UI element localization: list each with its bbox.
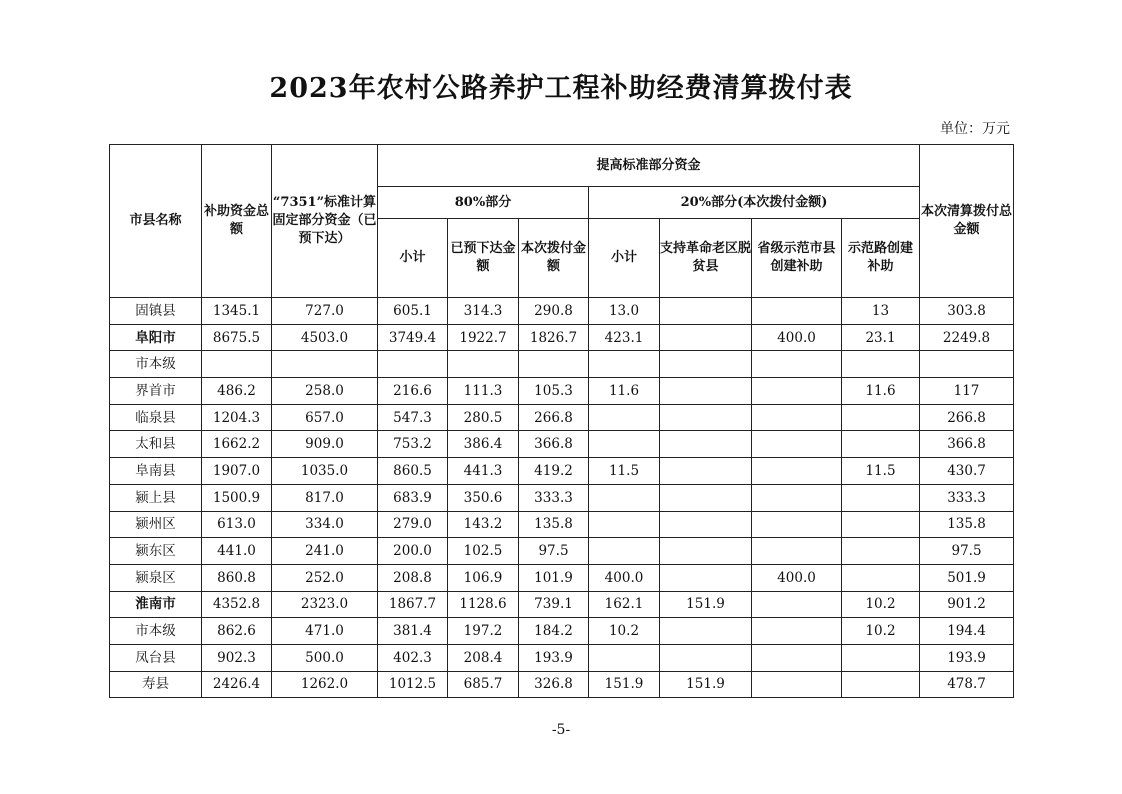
value-cell: 23.1: [842, 324, 920, 351]
value-cell: [920, 351, 1014, 378]
value-cell: 117: [920, 378, 1014, 405]
value-cell: [589, 644, 660, 671]
row-name-cell: 阜南县: [110, 458, 202, 485]
table-row: [110, 458, 1014, 485]
value-cell: 478.7: [920, 671, 1014, 698]
value-cell: [448, 351, 519, 378]
value-cell: 10.2: [842, 591, 920, 618]
value-cell: 184.2: [519, 618, 589, 645]
value-cell: 279.0: [378, 511, 448, 538]
value-cell: 685.7: [448, 671, 519, 698]
value-cell: 1922.7: [448, 324, 519, 351]
value-cell: 151.9: [589, 671, 660, 698]
value-cell: [589, 538, 660, 565]
value-cell: 135.8: [920, 511, 1014, 538]
value-cell: 862.6: [202, 618, 272, 645]
value-cell: [589, 431, 660, 458]
value-cell: 10.2: [842, 618, 920, 645]
value-cell: [519, 351, 589, 378]
unit-label: 单位：万元: [940, 121, 1010, 137]
value-cell: 400.0: [589, 564, 660, 591]
header-city: 市县名称: [110, 145, 202, 298]
table-row: [110, 324, 1014, 351]
table-row: [110, 404, 1014, 431]
value-cell: [842, 538, 920, 565]
value-cell: 266.8: [519, 404, 589, 431]
table-row: [110, 644, 1014, 671]
value-cell: [752, 431, 842, 458]
value-cell: [660, 538, 752, 565]
value-cell: 197.2: [448, 618, 519, 645]
value-cell: 501.9: [920, 564, 1014, 591]
value-cell: [752, 511, 842, 538]
value-cell: 486.2: [202, 378, 272, 405]
value-cell: 111.3: [448, 378, 519, 405]
row-name-cell: 凤台县: [110, 644, 202, 671]
row-name-cell: 颍东区: [110, 538, 202, 565]
value-cell: 902.3: [202, 644, 272, 671]
value-cell: [842, 484, 920, 511]
value-cell: [752, 458, 842, 485]
row-name-cell: 淮南市: [110, 591, 202, 618]
value-cell: 739.1: [519, 591, 589, 618]
value-cell: [752, 298, 842, 325]
value-cell: [842, 404, 920, 431]
value-cell: 860.5: [378, 458, 448, 485]
value-cell: 97.5: [519, 538, 589, 565]
row-name-cell: 颍泉区: [110, 564, 202, 591]
header-raise-standard: 提高标准部分资金: [378, 145, 920, 187]
value-cell: 366.8: [519, 431, 589, 458]
value-cell: 441.0: [202, 538, 272, 565]
value-cell: [589, 484, 660, 511]
value-cell: [752, 671, 842, 698]
header-prepaid: 已预下达金额: [448, 219, 519, 298]
value-cell: 386.4: [448, 431, 519, 458]
value-cell: 106.9: [448, 564, 519, 591]
value-cell: [660, 484, 752, 511]
value-cell: 326.8: [519, 671, 589, 698]
table-row: [110, 378, 1014, 405]
value-cell: 200.0: [378, 538, 448, 565]
value-cell: 11.5: [842, 458, 920, 485]
value-cell: [752, 484, 842, 511]
value-cell: 423.1: [589, 324, 660, 351]
value-cell: 333.3: [519, 484, 589, 511]
value-cell: 135.8: [519, 511, 589, 538]
value-cell: 13.0: [589, 298, 660, 325]
value-cell: 151.9: [660, 671, 752, 698]
value-cell: 280.5: [448, 404, 519, 431]
row-name-cell: 市本级: [110, 351, 202, 378]
value-cell: 162.1: [589, 591, 660, 618]
value-cell: [660, 644, 752, 671]
value-cell: 4503.0: [272, 324, 378, 351]
value-cell: 314.3: [448, 298, 519, 325]
row-name-cell: 颍上县: [110, 484, 202, 511]
table-row: [110, 351, 1014, 378]
value-cell: 441.3: [448, 458, 519, 485]
value-cell: 613.0: [202, 511, 272, 538]
value-cell: 208.8: [378, 564, 448, 591]
value-cell: 683.9: [378, 484, 448, 511]
table-row: [110, 618, 1014, 645]
header-part80: 80%部分: [378, 187, 589, 219]
value-cell: [842, 511, 920, 538]
table-row: [110, 298, 1014, 325]
value-cell: [752, 618, 842, 645]
header-fixed-part: “7351”标准计算固定部分资金（已预下达）: [272, 145, 378, 298]
header-demo-road: 示范路创建补助: [842, 219, 920, 298]
value-cell: [842, 671, 920, 698]
value-cell: [752, 644, 842, 671]
value-cell: 381.4: [378, 618, 448, 645]
row-name-cell: 固镇县: [110, 298, 202, 325]
row-name-cell: 太和县: [110, 431, 202, 458]
value-cell: 11.5: [589, 458, 660, 485]
value-cell: 10.2: [589, 618, 660, 645]
value-cell: 97.5: [920, 538, 1014, 565]
value-cell: 657.0: [272, 404, 378, 431]
value-cell: 1012.5: [378, 671, 448, 698]
value-cell: 4352.8: [202, 591, 272, 618]
value-cell: 1128.6: [448, 591, 519, 618]
value-cell: [660, 564, 752, 591]
value-cell: 258.0: [272, 378, 378, 405]
table-row: [110, 484, 1014, 511]
value-cell: [202, 351, 272, 378]
value-cell: 400.0: [752, 564, 842, 591]
row-name-cell: 寿县: [110, 671, 202, 698]
row-name-cell: 阜阳市: [110, 324, 202, 351]
row-name-cell: 临泉县: [110, 404, 202, 431]
value-cell: 105.3: [519, 378, 589, 405]
header-revolution: 支持革命老区脱贫县: [660, 219, 752, 298]
table-body: [110, 298, 1014, 698]
header-subtotal80: 小计: [378, 219, 448, 298]
value-cell: [842, 431, 920, 458]
value-cell: 208.4: [448, 644, 519, 671]
table-row: [110, 431, 1014, 458]
header-total-subsidy: 补助资金总额: [202, 145, 272, 298]
value-cell: 909.0: [272, 431, 378, 458]
value-cell: 860.8: [202, 564, 272, 591]
value-cell: [660, 618, 752, 645]
value-cell: [660, 404, 752, 431]
value-cell: 13: [842, 298, 920, 325]
value-cell: 1262.0: [272, 671, 378, 698]
value-cell: [660, 324, 752, 351]
row-name-cell: 界首市: [110, 378, 202, 405]
value-cell: 817.0: [272, 484, 378, 511]
value-cell: 471.0: [272, 618, 378, 645]
page-number: -5-: [551, 722, 571, 738]
value-cell: 11.6: [589, 378, 660, 405]
value-cell: 1204.3: [202, 404, 272, 431]
value-cell: 1662.2: [202, 431, 272, 458]
value-cell: [660, 458, 752, 485]
page-title: 2023年农村公路养护工程补助经费清算拨付表: [269, 73, 853, 104]
value-cell: [752, 351, 842, 378]
value-cell: [842, 564, 920, 591]
value-cell: 333.3: [920, 484, 1014, 511]
value-cell: [842, 644, 920, 671]
value-cell: 252.0: [272, 564, 378, 591]
value-cell: 334.0: [272, 511, 378, 538]
value-cell: 193.9: [519, 644, 589, 671]
value-cell: [752, 591, 842, 618]
value-cell: 1867.7: [378, 591, 448, 618]
value-cell: 400.0: [752, 324, 842, 351]
value-cell: 8675.5: [202, 324, 272, 351]
table-row: [110, 511, 1014, 538]
value-cell: [752, 404, 842, 431]
table-row: [110, 591, 1014, 618]
value-cell: 290.8: [519, 298, 589, 325]
value-cell: 547.3: [378, 404, 448, 431]
value-cell: 1035.0: [272, 458, 378, 485]
value-cell: 402.3: [378, 644, 448, 671]
header-part20: 20%部分(本次拨付金额): [589, 187, 920, 219]
value-cell: 753.2: [378, 431, 448, 458]
value-cell: 216.6: [378, 378, 448, 405]
value-cell: 101.9: [519, 564, 589, 591]
value-cell: 2249.8: [920, 324, 1014, 351]
value-cell: [589, 404, 660, 431]
value-cell: [660, 298, 752, 325]
value-cell: [660, 431, 752, 458]
value-cell: 901.2: [920, 591, 1014, 618]
value-cell: [660, 511, 752, 538]
value-cell: 241.0: [272, 538, 378, 565]
value-cell: 1826.7: [519, 324, 589, 351]
header-subtotal20: 小计: [589, 219, 660, 298]
value-cell: 2426.4: [202, 671, 272, 698]
value-cell: [378, 351, 448, 378]
value-cell: 266.8: [920, 404, 1014, 431]
value-cell: 303.8: [920, 298, 1014, 325]
value-cell: 366.8: [920, 431, 1014, 458]
value-cell: 3749.4: [378, 324, 448, 351]
value-cell: 500.0: [272, 644, 378, 671]
settlement-table: [109, 144, 1014, 698]
value-cell: 194.4: [920, 618, 1014, 645]
value-cell: [272, 351, 378, 378]
header-provincial: 省级示范市县创建补助: [752, 219, 842, 298]
value-cell: 1345.1: [202, 298, 272, 325]
value-cell: 419.2: [519, 458, 589, 485]
value-cell: [589, 351, 660, 378]
value-cell: 1907.0: [202, 458, 272, 485]
value-cell: [589, 511, 660, 538]
value-cell: 143.2: [448, 511, 519, 538]
value-cell: 605.1: [378, 298, 448, 325]
value-cell: 193.9: [920, 644, 1014, 671]
table-row: [110, 671, 1014, 698]
value-cell: 102.5: [448, 538, 519, 565]
row-name-cell: 市本级: [110, 618, 202, 645]
value-cell: [752, 378, 842, 405]
value-cell: [660, 351, 752, 378]
value-cell: 727.0: [272, 298, 378, 325]
value-cell: 350.6: [448, 484, 519, 511]
value-cell: 151.9: [660, 591, 752, 618]
value-cell: [660, 378, 752, 405]
value-cell: 2323.0: [272, 591, 378, 618]
header-total-this: 本次清算拨付总金额: [920, 145, 1014, 298]
value-cell: 11.6: [842, 378, 920, 405]
value-cell: 430.7: [920, 458, 1014, 485]
table-row: [110, 538, 1014, 565]
value-cell: [842, 351, 920, 378]
table-row: [110, 564, 1014, 591]
value-cell: 1500.9: [202, 484, 272, 511]
row-name-cell: 颍州区: [110, 511, 202, 538]
header-this-pay: 本次拨付金额: [519, 219, 589, 298]
value-cell: [752, 538, 842, 565]
